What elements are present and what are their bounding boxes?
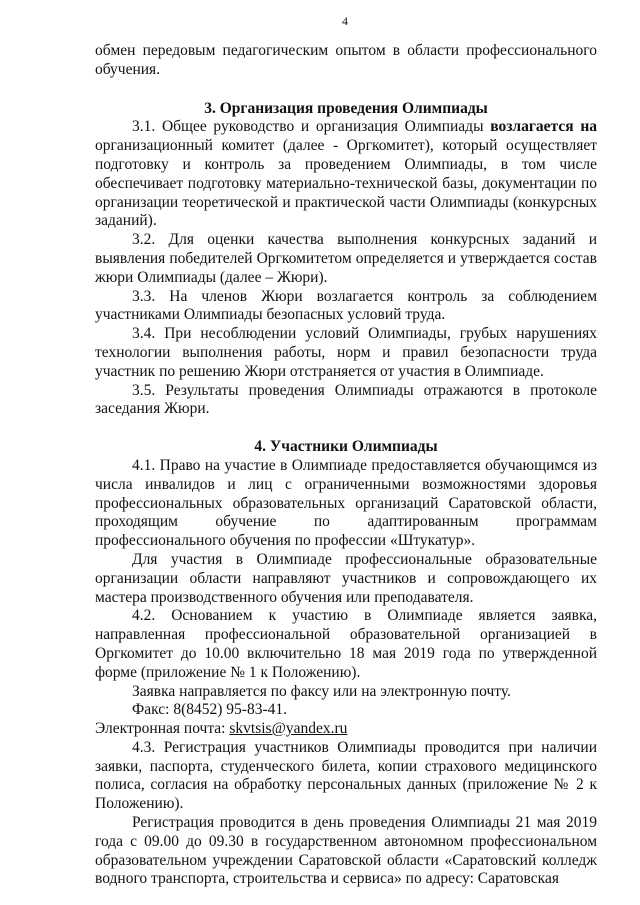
section-3-4-paragraph: 3.4. При несоблюдении условий Олимпиады, грубых нарушениях технологии выполнения работы, норм и правил безопасности труда участник по решению Жюри отстраняется от участия в Олимпиаде. (95, 325, 597, 380)
email-line (95, 720, 597, 739)
section-3-title: 3. Организация проведения Олимпиады (204, 99, 488, 117)
email-link[interactable]: skvtsis@yandex.ru (229, 720, 348, 738)
section-3-2-paragraph: 3.2. Для оценки качества выполнения конкурсных заданий и выявления победителей Оргкомитетом определяется и утверждается состав жюри Олимпиады (далее – Жюри). (95, 231, 597, 286)
registration-paragraph: Регистрация проводится в день проведения Олимпиады 21 мая 2019 года с 09.00 до 09.30 в государственном автономном профессиональном образовательном учреждении Саратовской области «Саратовский колледж водного транспорта, строительства и сервиса» по адресу: Саратовская (95, 814, 597, 888)
document-body (95, 42, 597, 889)
participation-paragraph: Для участия в Олимпиаде профессиональные образовательные организации области направляют участников и сопровождающего их мастера производственного обучения или преподавателя. (95, 550, 597, 606)
section-4-3-paragraph: 4.3. Регистрация участников Олимпиады проводится при наличии заявки, паспорта, студенческого билета, копии страхового медицинского полиса, согласия на обработку персональных данных (приложение № 2 к Положению). (95, 738, 597, 813)
section-3-1-paragraph (95, 118, 597, 231)
section-3-5-paragraph: 3.5. Результаты проведения Олимпиады отражаются в протоколе заседания Жюри. (95, 381, 597, 418)
section-4-1-paragraph: 4.1. Право на участие в Олимпиаде предоставляется обучающимся из числа инвалидов и лиц с ограниченными возможностями здоровья профессиональных образовательных организаций Саратовской области, проходящим обучение по адаптированным программам профессионального обучения по профессии «Штукатур». (95, 456, 597, 550)
section-4-2-paragraph: 4.2. Основанием к участию в Олимпиаде является заявка, направленная профессиональной образовательной организацией в Оргкомитет до 10.00 включительно 18 мая 2019 года по утвержденной форме (приложение № 1 к Положению). (95, 607, 597, 681)
email-label: Электронная почта: (95, 720, 230, 738)
fax-line: Факс: 8(8452) 95-83-41. (132, 701, 287, 719)
section-3-1-text-a: 3.1. Общее руководство и организация Олимпиады (132, 118, 491, 136)
section-3-1-bold-text: возлагается на (490, 118, 597, 136)
section-4-title: 4. Участники Олимпиады (254, 438, 438, 456)
application-method-paragraph: Заявка направляется по факсу или на электронную почту. (132, 682, 511, 700)
page-number: 4 (342, 14, 348, 28)
intro-paragraph: обмен передовым педагогическим опытом в области профессионального обучения. (95, 42, 597, 78)
section-3-3-paragraph: 3.3. На членов Жюри возлагается контроль за соблюдением участниками Олимпиады безопасных условий труда. (95, 287, 597, 324)
section-3-1-text-b: организационный комитет (далее - Оргкомитет), который осуществляет подготовку и контроль за проведением Олимпиады, в том числе обеспечивает подготовку материально-технической базы, документации по организации теоретической и практической части Олимпиады (конкурсных заданий). (95, 137, 597, 230)
